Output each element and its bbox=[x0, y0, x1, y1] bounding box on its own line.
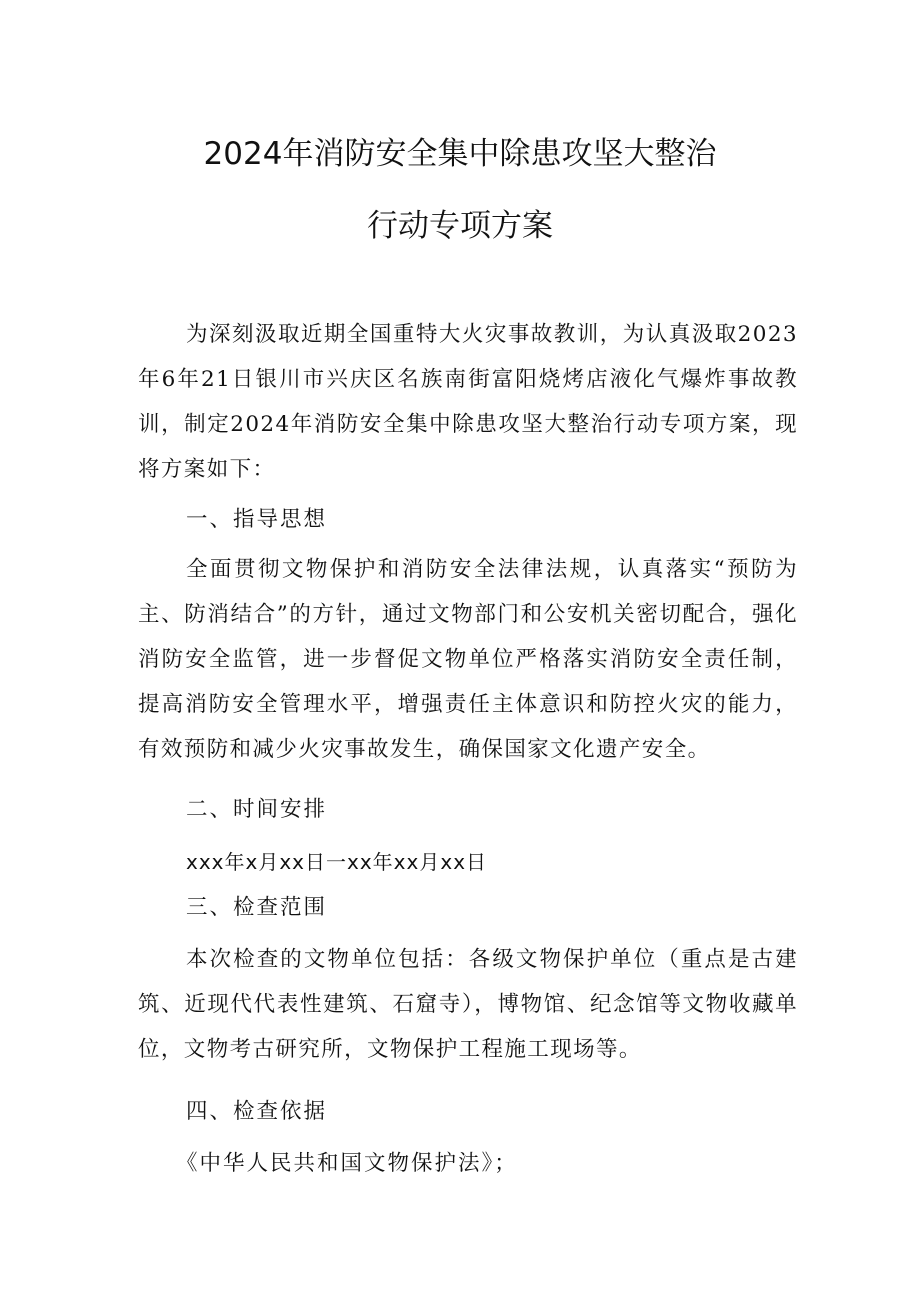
document-title-line-1: 2024年消防安全集中除患攻坚大整治 bbox=[203, 136, 717, 172]
document-title-line-2: 行动专项方案 bbox=[367, 208, 553, 244]
section-heading-schedule: 二、时间安排 bbox=[186, 797, 328, 822]
guiding-ideology-paragraph: 全面贯彻文物保护和消防安全法律法规，认真落实“预防为主、防消结合”的方针，通过文物部门和公安机关密切配合，强化消防安全监管，进一步督促文物单位严格落实消防安全责任制，提高消防安全管理水平，增强责任主体意识和防控火灾的能力，有效预防和减少火灾事故发生，确保国家文化遗产安全。 bbox=[138, 557, 798, 762]
section-heading-basis: 四、检查依据 bbox=[186, 1099, 328, 1124]
section-heading-guiding-ideology: 一、指导思想 bbox=[186, 507, 328, 532]
scope-paragraph: 本次检查的文物单位包括：各级文物保护单位（重点是古建筑、近现代代表性建筑、石窟寺），博物馆、纪念馆等文物收藏单位，文物考古研究所，文物保护工程施工现场等。 bbox=[138, 947, 798, 1062]
schedule-text: xxx年x月xx日一xx年xx月xx日 bbox=[186, 850, 488, 874]
intro-paragraph: 为深刻汲取近期全国重特大火灾事故教训，为认真汲取2023年6年21日银川市兴庆区名族南街富阳烧烤店液化气爆炸事故教训，制定2024年消防安全集中除患攻坚大整治行动专项方案，现将方案如下： bbox=[138, 322, 798, 482]
basis-item-cultural-relics-law: 《中华人民共和国文物保护法》； bbox=[176, 1151, 518, 1176]
section-heading-scope: 三、检查范围 bbox=[186, 895, 328, 920]
